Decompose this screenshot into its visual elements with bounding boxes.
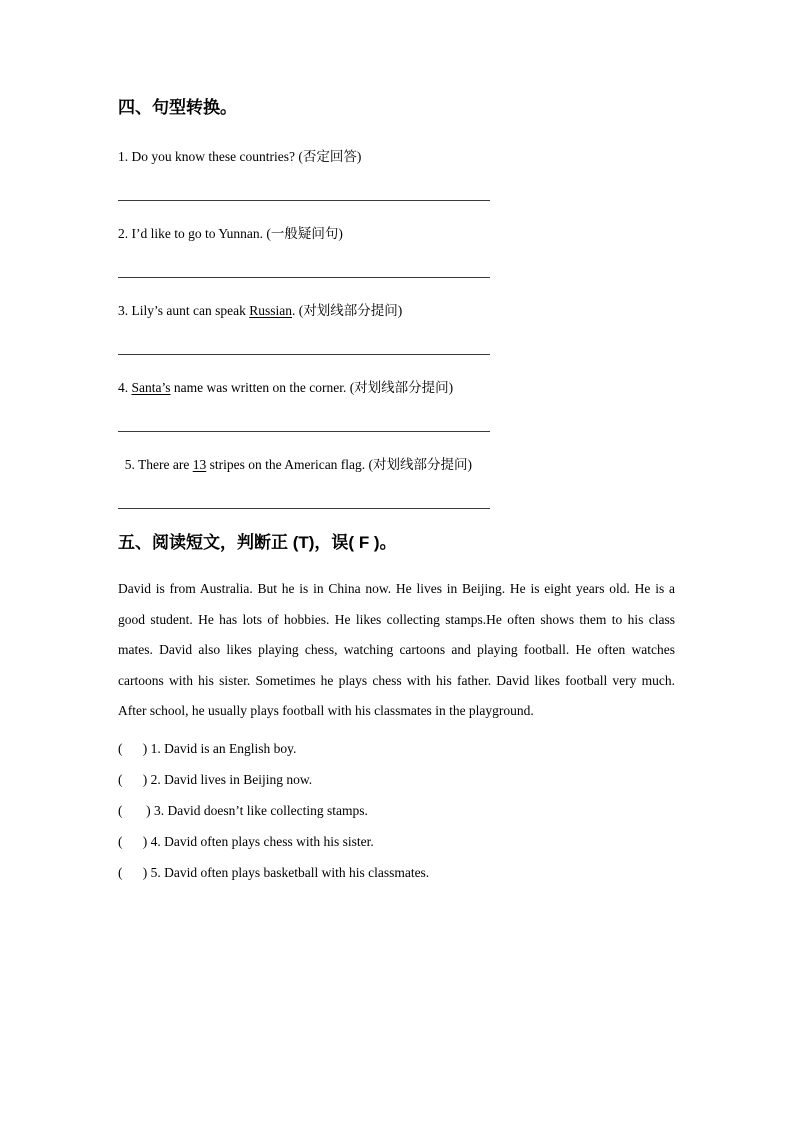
question-block-3 xyxy=(118,301,675,355)
tf-item-1: ( ) 1. David is an English boy. xyxy=(118,740,297,756)
question-5-post: stripes on the American flag. (对划线部分提问) xyxy=(206,457,473,472)
tf-item-3: ( ) 3. David doesn’t like collecting stamps. xyxy=(118,802,368,818)
question-3-underlined: Russian xyxy=(249,303,292,318)
answer-line-5 xyxy=(118,508,490,509)
question-4-underlined: Santa’s xyxy=(131,380,171,395)
question-5-pre: 5. There are xyxy=(118,457,193,472)
question-5 xyxy=(118,455,675,475)
question-2 xyxy=(118,224,675,244)
section5-title: 五、阅读短文，判断正 (T)，误( F )。 xyxy=(118,533,397,552)
question-block-4 xyxy=(118,378,675,432)
question-5-underlined: 13 xyxy=(192,457,207,472)
question-3 xyxy=(118,301,675,321)
question-1 xyxy=(118,147,675,167)
tf-item-2: ( ) 2. David lives in Beijing now. xyxy=(118,771,313,787)
tf-item-4: ( ) 4. David often plays chess with his sister. xyxy=(118,833,374,849)
section4-title: 四、句型转换。 xyxy=(118,98,237,117)
question-4-post: name was written on the corner. (对划线部分提问) xyxy=(170,380,454,395)
question-3-pre: 3. Lily’s aunt can speak xyxy=(118,303,250,318)
answer-line-1 xyxy=(118,200,490,201)
question-1-text: 1. Do you know these countries? (否定回答) xyxy=(118,149,362,164)
question-block-2 xyxy=(118,224,675,278)
question-4 xyxy=(118,378,675,398)
question-4-pre: 4. xyxy=(118,380,132,395)
tf-item-5: ( ) 5. David often plays basketball with his classmates. xyxy=(118,864,430,880)
reading-passage: David is from Australia. But he is in China now. He lives in Beijing. He is eight years old. He is a good student. He has lots of hobbies. He likes collecting stamps.He often shows them to his class mates. David also likes playing chess, watching cartoons and playing football. He often watches cartoons with his sister. Sometimes he plays chess with his father. David likes football very much. After school, he usually plays football with his classmates in the playground. xyxy=(118,581,675,718)
question-block-5 xyxy=(118,455,675,509)
answer-line-3 xyxy=(118,354,490,355)
question-block-1 xyxy=(118,147,675,201)
question-2-text: 2. I’d like to go to Yunnan. (一般疑问句) xyxy=(118,226,343,241)
question-3-post: . (对划线部分提问) xyxy=(291,303,403,318)
answer-line-4 xyxy=(118,431,490,432)
answer-line-2 xyxy=(118,277,490,278)
